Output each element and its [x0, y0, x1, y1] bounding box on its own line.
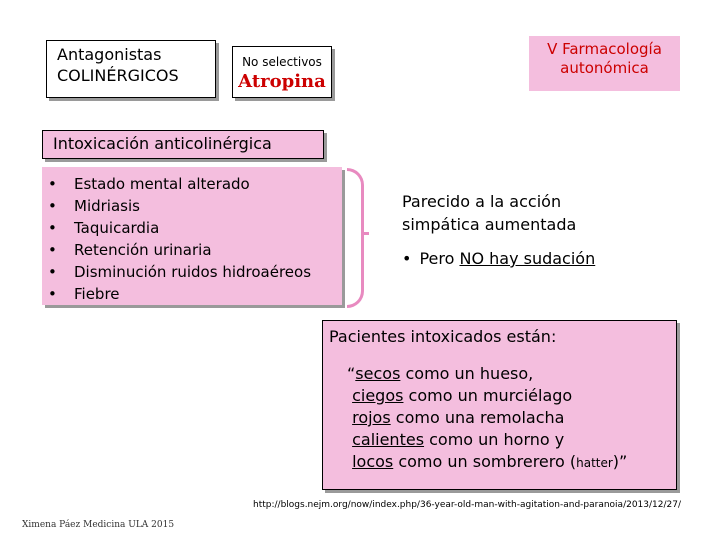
- simpatica-text: [402, 190, 576, 236]
- pacientes-rest: como un murciélago: [403, 386, 573, 405]
- pacientes-rest: como un sombrerero (: [393, 452, 577, 471]
- symptom-item: • Fiebre: [42, 283, 342, 305]
- pacientes-box: [322, 320, 677, 490]
- symptoms-list: [42, 167, 342, 305]
- pacientes-line: [347, 429, 627, 451]
- no-selectivos-label: No selectivos: [242, 55, 322, 69]
- simpatica-line-2: simpática aumentada: [402, 215, 577, 234]
- symptom-item: • Retención urinaria: [42, 239, 342, 261]
- hatter-word: hatter: [576, 456, 613, 470]
- pacientes-line: [347, 363, 627, 385]
- pacientes-line: [347, 407, 627, 429]
- atropina-label: Atropina: [238, 71, 326, 92]
- symptom-item: • Midriasis: [42, 195, 342, 217]
- brace-icon: [347, 168, 364, 308]
- pacientes-rest: como un horno y: [424, 430, 565, 449]
- pacientes-keyword: ciegos: [352, 386, 404, 405]
- pacientes-keyword: calientes: [352, 430, 425, 449]
- pacientes-title: Pacientes intoxicados están:: [329, 327, 557, 346]
- farmacologia-line-2: autonómica: [560, 59, 649, 77]
- open-quote: “: [347, 364, 356, 383]
- no-selectivos-box: [232, 46, 332, 98]
- sudacion-underlined: NO hay sudación: [459, 249, 596, 268]
- pacientes-rest: como un hueso,: [400, 364, 534, 383]
- pacientes-line: [347, 451, 627, 474]
- title-line-2: COLINÉRGICOS: [57, 66, 179, 85]
- pacientes-lines: [347, 363, 627, 474]
- intoxicacion-title: Intoxicación anticolinérgica: [42, 130, 324, 159]
- title-line-1: Antagonistas: [57, 45, 162, 64]
- bullet-icon: •: [402, 249, 412, 268]
- symptom-item: • Estado mental alterado: [42, 173, 342, 195]
- sudacion-text: [402, 249, 595, 268]
- symptom-item: • Disminución ruidos hidroaéreos: [42, 261, 342, 283]
- brace-tick: [361, 232, 369, 235]
- pacientes-keyword: locos: [352, 452, 394, 471]
- simpatica-line-1: Parecido a la acción: [402, 192, 562, 211]
- symptom-item: • Taquicardia: [42, 217, 342, 239]
- sudacion-before: Pero: [419, 249, 460, 268]
- reference-url: http://blogs.nejm.org/now/index.php/36-year-old-man-with-agitation-and-paranoia/2013/12/27/: [253, 500, 682, 510]
- symptoms-box: [42, 167, 342, 305]
- close-quote: )”: [612, 452, 628, 471]
- pacientes-keyword: rojos: [352, 408, 391, 427]
- title-box: [46, 40, 216, 98]
- pacientes-line: [347, 385, 627, 407]
- farmacologia-line-1: V Farmacología: [547, 40, 662, 58]
- footer-credit: Ximena Páez Medicina ULA 2015: [22, 520, 175, 530]
- farmacologia-box: [529, 36, 680, 91]
- pacientes-keyword: secos: [355, 364, 401, 383]
- pacientes-rest: como una remolacha: [390, 408, 565, 427]
